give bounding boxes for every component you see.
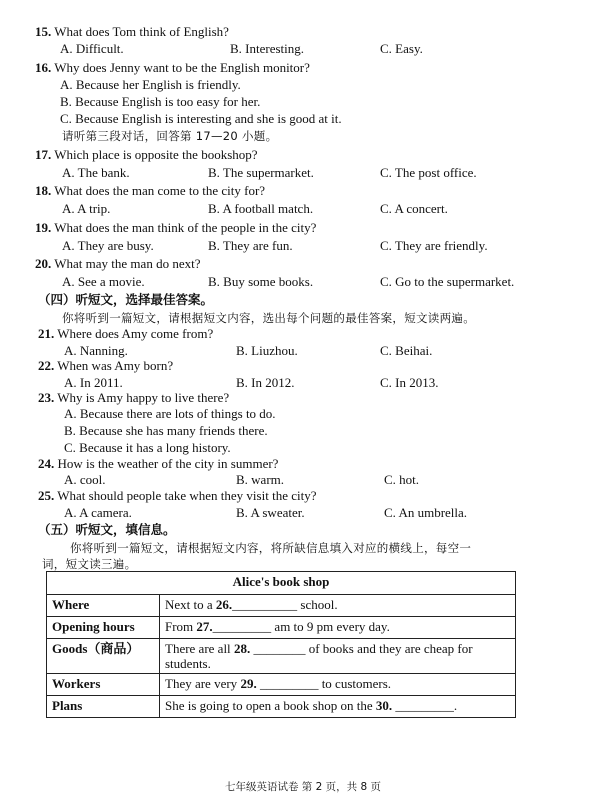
option-22b: B. In 2012. — [236, 375, 295, 390]
option-24c: C. hot. — [384, 472, 420, 487]
table-row — [47, 674, 516, 696]
question-17: 17. Which place is opposite the bookshop? — [35, 147, 258, 162]
row-label: Plans — [47, 696, 160, 718]
table-row — [47, 595, 516, 617]
answer-blank-29[interactable]: _________ — [256, 676, 319, 691]
question-25: 25. What should people take when they visit the city? — [38, 488, 317, 503]
page-footer: 七年级英语试卷 第 2 页，共 8 页 — [224, 781, 382, 793]
option-20b: B. Buy some books. — [208, 274, 314, 289]
option-23b: B. Because she has many friends there. — [64, 423, 268, 438]
row-value: There are all 28. ________ of books and they are cheap for students. — [160, 639, 516, 674]
option-15b: B. Interesting. — [230, 41, 305, 56]
option-16a: A. Because her English is friendly. — [60, 77, 241, 92]
answer-blank-27[interactable]: _________ — [212, 619, 272, 634]
table-row — [47, 617, 516, 639]
option-23a: A. Because there are lots of things to do. — [64, 406, 276, 421]
option-24b: B. warm. — [236, 472, 285, 487]
table-row — [47, 639, 516, 674]
option-18c: C. A concert. — [380, 201, 448, 216]
option-21c: C. Beihai. — [380, 343, 433, 358]
option-19c: C. They are friendly. — [380, 238, 488, 253]
option-25b: B. A sweater. — [236, 505, 305, 520]
option-23c: C. Because it has a long history. — [64, 440, 231, 455]
section5-instruction-line2: 词，短文读三遍。 — [42, 557, 137, 571]
option-20a: A. See a movie. — [62, 274, 145, 289]
option-16b: B. Because English is too easy for her. — [60, 94, 261, 109]
question-16: 16. Why does Jenny want to be the English monitor? — [35, 60, 310, 75]
option-25c: C. An umbrella. — [384, 505, 468, 520]
row-label: Workers — [47, 674, 160, 696]
row-value: From 27._________ am to 9 pm every day. — [160, 617, 516, 639]
row-value: Next to a 26.__________ school. — [160, 595, 516, 617]
question-21: 21. Where does Amy come from? — [38, 326, 214, 341]
option-22a: A. In 2011. — [64, 375, 123, 390]
option-24a: A. cool. — [64, 472, 106, 487]
answer-blank-26[interactable]: __________ — [232, 597, 298, 612]
section4-heading: （四）听短文，选择最佳答案。 — [38, 292, 214, 307]
question-20: 20. What may the man do next? — [35, 256, 201, 271]
section3-instruction: 请听第三段对话，回答第 17—20 小题。 — [62, 129, 278, 143]
question-19: 19. What does the man think of the people in the city? — [35, 220, 317, 235]
question-22: 22. When was Amy born? — [38, 358, 174, 373]
option-25a: A. A camera. — [64, 505, 132, 520]
option-15c: C. Easy. — [380, 41, 423, 56]
row-label: Where — [47, 595, 160, 617]
option-22c: C. In 2013. — [380, 375, 439, 390]
question-15: 15. What does Tom think of English? — [35, 24, 229, 39]
option-17a: A. The bank. — [62, 165, 130, 180]
option-18a: A. A trip. — [62, 201, 111, 216]
section5-instruction-line1: 你将听到一篇短文，请根据短文内容，将所缺信息填入对应的横线上，每空一 — [70, 541, 472, 555]
section4-instruction: 你将听到一篇短文，请根据短文内容，选出每个问题的最佳答案，短文读两遍。 — [62, 311, 475, 325]
option-20c: C. Go to the supermarket. — [380, 274, 515, 289]
question-24: 24. How is the weather of the city in summer? — [38, 456, 279, 471]
option-19b: B. They are fun. — [208, 238, 293, 253]
question-18: 18. What does the man come to the city for? — [35, 183, 266, 198]
answer-blank-30[interactable]: _________ — [392, 698, 454, 713]
row-label: Goods（商品） — [47, 639, 160, 674]
option-21a: A. Nanning. — [64, 343, 128, 358]
answer-blank-28[interactable]: ________ — [250, 641, 306, 656]
row-value: They are very 29. _________ to customers. — [160, 674, 516, 696]
option-15a: A. Difficult. — [60, 41, 124, 56]
option-21b: B. Liuzhou. — [236, 343, 298, 358]
question-23: 23. Why is Amy happy to live there? — [38, 390, 230, 405]
table-title: Alice's book shop — [47, 572, 516, 595]
info-table — [46, 571, 516, 718]
table-row — [47, 696, 516, 718]
section5-heading: （五）听短文，填信息。 — [38, 522, 176, 537]
row-label: Opening hours — [47, 617, 160, 639]
row-value: She is going to open a book shop on the 30. _________. — [160, 696, 516, 718]
option-19a: A. They are busy. — [62, 238, 154, 253]
option-17c: C. The post office. — [380, 165, 477, 180]
option-17b: B. The supermarket. — [208, 165, 314, 180]
option-16c: C. Because English is interesting and she is good at it. — [60, 111, 342, 126]
option-18b: B. A football match. — [208, 201, 314, 216]
